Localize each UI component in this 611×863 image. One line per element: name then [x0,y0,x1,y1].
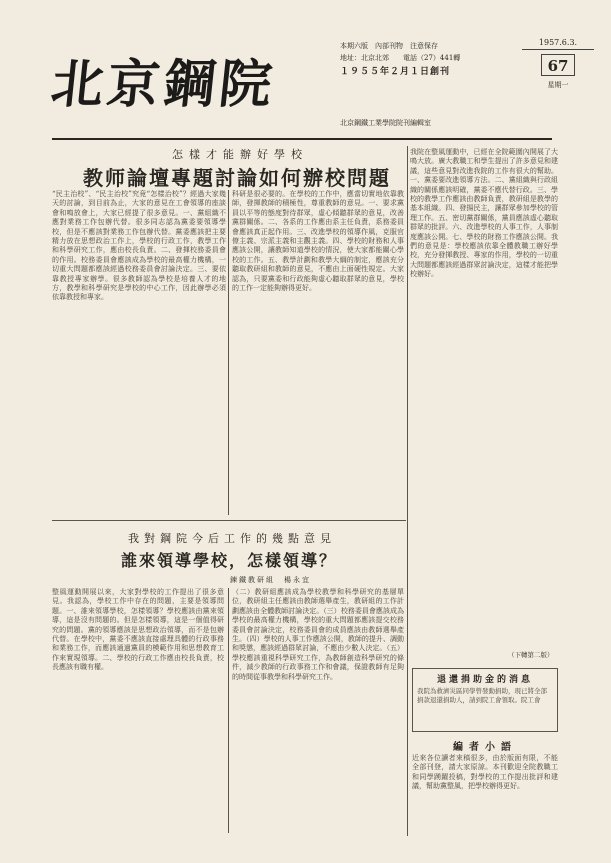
masthead-rule [52,138,552,140]
founded-line: １９５５年２月１日創刊 [340,67,451,77]
column-divider [407,146,408,836]
publisher-line: 北京鋼鐵工業學院院刊編輯室 [340,119,431,127]
notice-box [412,668,558,732]
continued-note: （下轉第二版） [508,651,554,659]
notice-text: 我院為救濟災區同學曾發動捐助，現已將全部捐款退還捐助人，請到院工會領取。院工會 [417,687,547,704]
right-column-text: 我院在整風運動中，已經在全院範圍內開展了大鳴大放。廣大教職工和學生提出了許多意見和建議，這些意見對改進我院的工作有很大的幫助。一、黨委要改進領導方法。二、黨組織與行政組織的關係應該明確，黨委不應代替行政。三、學校的教學工作應該由教師負責，教研組是教學的基本組織。四、發揚民主，讓群眾參加學校的管理工作。五、密切黨群關係，黨員應該虛心聽取群眾的批評。六、改進學校的人事工作，人事制度應該公開。七、學校的財務工作應該公開。我們的意見是：學校應該依靠全體教職工辦好學校，充分發揮教授、專家的作用，學校的一切重大問題都應該經過群眾討論決定，這樣才能把學校辦好。 [410,148,558,279]
second-headline: 誰來領導學校，怎樣領導？ [120,551,337,570]
second-body-col1: 整風運動開展以來，大家對學校的工作提出了很多意見。我認為，學校工作中存在的問題，主要是領導問題。一、誰來領導學校，怎樣領導？學校應該由黨來領導，這是沒有問題的。但是怎樣領導，這是一個值得研究的問題。黨的領導應該是思想政治領導，而不是包辦代替。在學校中，黨委不應該直接處理具體的行政事務和業務工作，而應該通過黨員的模範作用和思想教育工作來實現領導。二、學校的行政工作應由校長負責，校長應該有職有權。 [52,588,224,672]
lead-headline: 教师論壇專題討論如何辦校問題 [83,166,391,190]
lead-body-col2: 科研是很必要的。在學校的工作中，應當切實地依靠教師，發揮教師的積極性，尊重教師的意見。一、要求黨員以平等的態度對待群眾，虛心傾聽群眾的意見，改善黨群關係。二、各系的工作應由系主任負責，系務委員會應該真正起作用。三、改進學校的領導作風，克服官僚主義、宗派主義和主觀主義。四、學校的財務和人事應該公開，讓教師知道學校的情況，使大家都能關心學校的工作。五、教學計劃和教學大綱的制定，應該充分聽取教研組和教師的意見，不應由上面硬性規定。大家認為，只要黨委和行政能夠虛心聽取群眾的意見，學校的工作一定能夠辦得更好。 [232,190,404,293]
newspaper-title: 北京鋼院 [48,54,279,115]
second-kicker: 我對鋼院今后工作的幾點意見 [128,532,336,545]
issue-box [522,38,594,90]
notice-title: 退還捐助金的消息 [436,675,533,685]
masthead [48,38,578,136]
edition-line: 本期六版 內部刊物 注意保存 [340,42,438,50]
editor-note-text: 近來各位讀者來稿很多，由於版面有限，不能全部刊登，請大家原諒。本刊歡迎全院教職工和同學踴躍投稿，對學校的工作提出批評和建議，幫助黨整風，把學校辦得更好。 [412,754,558,791]
editor-note-title: 編者小語 [453,742,517,753]
issue-weekday: 星期一 [547,81,569,89]
address-line: 地址：北京北郊 電話（27）441轉 [340,54,461,62]
article-divider [52,520,406,521]
issue-date: 1957.6.3. [522,38,594,50]
issue-number: 67 [541,54,575,76]
masthead-info [340,40,518,78]
column-divider [228,190,229,515]
second-body-col2: （二）教研組應該成為學校教學和科學研究的基層單位，教研組主任應該由教師選舉產生，教研組的工作計劃應該由全體教師討論決定。（三）校務委員會應該成為學校的最高權力機構，學校的重大問題都應該提交校務委員會討論決定，校務委員會的成員應該由教師選舉產生。（四）學校的人事工作應該公開，教師的提升、調動和獎懲，應該經過群眾討論，不應由少數人決定。（五）學校應該重視科學研究工作，為教師創造科學研究的條件，減少教師的行政事務工作和會議，保證教師有足夠的時間從事教學和科學研究工作。 [232,588,404,681]
lead-body-col1: “民主治校”、“民主治校”究竟“怎樣治校”？經過大家幾天的討論，到目前為止，大家的意見在工會領導的座談會和鳴放會上，大家已經提了很多意見。一、黨組織不應對業務工作包辦代替。很多同志認為黨委要領導學校，但是不應該對業務工作包辦代替。黨委應該把主要精力放在思想政治工作上，學校的行政工作，教學工作和科學研究工作，應由校長負責。二、發揮校務委員會的作用。校務委員會應該成為學校的最高權力機構，一切重大問題都應該經過校務委員會討論決定。三、要依靠教授專家辦學。很多教師認為學校是培養人才的地方，教學和科學研究是學校的中心工作，因此辦學必須依靠教授和專家。 [52,190,226,302]
second-byline: 鍊鐵教研組 楊永宜 [230,576,311,584]
column-divider [228,588,229,833]
lead-kicker: 怎樣才能辦好學校 [172,148,308,161]
